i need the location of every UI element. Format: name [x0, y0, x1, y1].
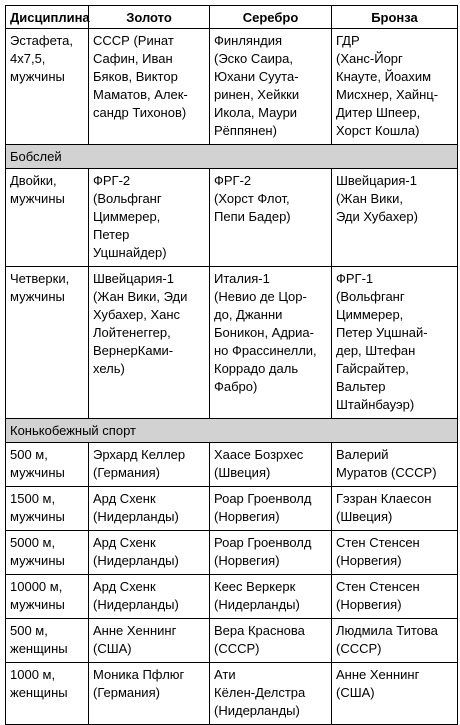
- gold-text: СССР (Ринат Сафин, Иван Бяков, Виктор Маматов, Алек- сандр Тихонов): [93, 33, 188, 120]
- bronze-cell: [332, 531, 458, 575]
- medal-table: [5, 5, 458, 725]
- silver-cell: [210, 443, 332, 487]
- silver-text: Италия-1 (Невио де Цор- до, Джанни Боникон, Адриа- но Фрассинелли, Коррадо даль Фабро): [214, 271, 317, 394]
- silver-cell: [210, 531, 332, 575]
- bronze-text: Стен Стенсен (Норвегия): [336, 579, 420, 612]
- bronze-text: Стен Стенсен (Норвегия): [336, 535, 420, 568]
- silver-cell: [210, 169, 332, 267]
- table-header: [6, 6, 458, 29]
- discipline-text: Эстафета, 4x7,5, мужчины: [10, 33, 74, 84]
- silver-text: Роар Гроенволд (Норвегия): [214, 535, 312, 568]
- bronze-text: Анне Хеннинг (США): [336, 667, 420, 700]
- gold-cell: [89, 487, 210, 531]
- silver-text: Кеес Веркерк (Нидерланды): [214, 579, 300, 612]
- table-row: [6, 443, 458, 487]
- header-discipline: Дисциплина: [6, 6, 89, 29]
- discipline-text: 1000 м, женщины: [10, 667, 68, 700]
- discipline-text: 5000 м, мужчины: [10, 535, 65, 568]
- bronze-text: ФРГ-1 (Вольфганг Циммерер, Петер Уцшнай- дер, Штефан Гайсрайтер, Вальтер Штайнбауэр): [336, 271, 428, 412]
- gold-text: Моника Пфлюг (Германия): [93, 667, 185, 700]
- gold-cell: [89, 267, 210, 419]
- table-row: [6, 663, 458, 725]
- discipline-cell: [6, 267, 89, 419]
- bronze-text: Людмила Титова (СССР): [336, 623, 438, 656]
- bronze-text: ГДР (Ханс-Йорг Кнауте, Йоахим Мисхнер, Хайнц- Дитер Шпеер, Хорст Кошла): [336, 33, 439, 138]
- silver-text: Ати Кёлен-Делстра (Нидерланды): [214, 667, 306, 718]
- discipline-cell: [6, 663, 89, 725]
- discipline-cell: [6, 29, 89, 145]
- table-row: [6, 619, 458, 663]
- table-row: [6, 575, 458, 619]
- bronze-text: Швейцария-1 (Жан Вики, Эди Хубахер): [336, 173, 418, 224]
- table-row: [6, 169, 458, 267]
- discipline-text: 500 м, женщины: [10, 623, 68, 656]
- table-row: [6, 531, 458, 575]
- gold-cell: [89, 619, 210, 663]
- silver-text: Финляндия (Эско Саира, Юхани Суута- ринен, Хейкки Икола, Маури Рёппянен): [214, 33, 300, 138]
- bronze-cell: [332, 267, 458, 419]
- gold-text: Анне Хеннинг (США): [93, 623, 177, 656]
- silver-cell: [210, 663, 332, 725]
- bronze-cell: [332, 575, 458, 619]
- discipline-cell: [6, 619, 89, 663]
- silver-text: Хаасе Бозрхес (Швеция): [214, 447, 304, 480]
- discipline-text: Четверки, мужчины: [10, 271, 70, 304]
- silver-text: Вера Краснова (СССР): [214, 623, 305, 656]
- silver-cell: [210, 267, 332, 419]
- gold-text: Ард Схенк (Нидерланды): [93, 491, 179, 524]
- table-body: [6, 29, 458, 725]
- gold-cell: [89, 663, 210, 725]
- discipline-cell: [6, 487, 89, 531]
- bronze-cell: [332, 663, 458, 725]
- bronze-text: Валерий Муратов (СССР): [336, 447, 437, 480]
- section-row: [6, 145, 458, 169]
- gold-text: Эрхард Келлер (Германия): [93, 447, 186, 480]
- header-row: [6, 6, 458, 29]
- silver-cell: [210, 619, 332, 663]
- gold-text: ФРГ-2 (Вольфганг Циммерер, Петер Уцшнайдер): [93, 173, 167, 260]
- header-gold: Золото: [89, 6, 210, 29]
- section-title: Конькобежный спорт: [6, 419, 458, 443]
- gold-cell: [89, 29, 210, 145]
- gold-cell: [89, 531, 210, 575]
- discipline-cell: [6, 575, 89, 619]
- table-row: [6, 29, 458, 145]
- gold-text: Ард Схенк (Нидерланды): [93, 535, 179, 568]
- silver-cell: [210, 29, 332, 145]
- discipline-text: 10000 м, мужчины: [10, 579, 65, 612]
- discipline-text: 1500 м, мужчины: [10, 491, 65, 524]
- bronze-text: Гэзран Клаесон (Швеция): [336, 491, 432, 524]
- table-row: [6, 487, 458, 531]
- bronze-cell: [332, 443, 458, 487]
- bronze-cell: [332, 29, 458, 145]
- section-title: Бобслей: [6, 145, 458, 169]
- bronze-cell: [332, 619, 458, 663]
- discipline-cell: [6, 443, 89, 487]
- silver-text: ФРГ-2 (Хорст Флот, Пепи Бадер): [214, 173, 291, 224]
- silver-cell: [210, 487, 332, 531]
- gold-text: Швейцария-1 (Жан Вики, Эди Хубахер, Ханс Лойтенеггер, ВернерКами- хель): [93, 271, 188, 376]
- gold-cell: [89, 575, 210, 619]
- silver-cell: [210, 575, 332, 619]
- gold-cell: [89, 443, 210, 487]
- section-row: [6, 419, 458, 443]
- discipline-text: Двойки, мужчины: [10, 173, 65, 206]
- header-bronze: Бронза: [332, 6, 458, 29]
- bronze-cell: [332, 169, 458, 267]
- discipline-cell: [6, 531, 89, 575]
- table-row: [6, 267, 458, 419]
- bronze-cell: [332, 487, 458, 531]
- header-silver: Серебро: [210, 6, 332, 29]
- discipline-cell: [6, 169, 89, 267]
- silver-text: Роар Гроенволд (Норвегия): [214, 491, 312, 524]
- gold-text: Ард Схенк (Нидерланды): [93, 579, 179, 612]
- discipline-text: 500 м, мужчины: [10, 447, 65, 480]
- gold-cell: [89, 169, 210, 267]
